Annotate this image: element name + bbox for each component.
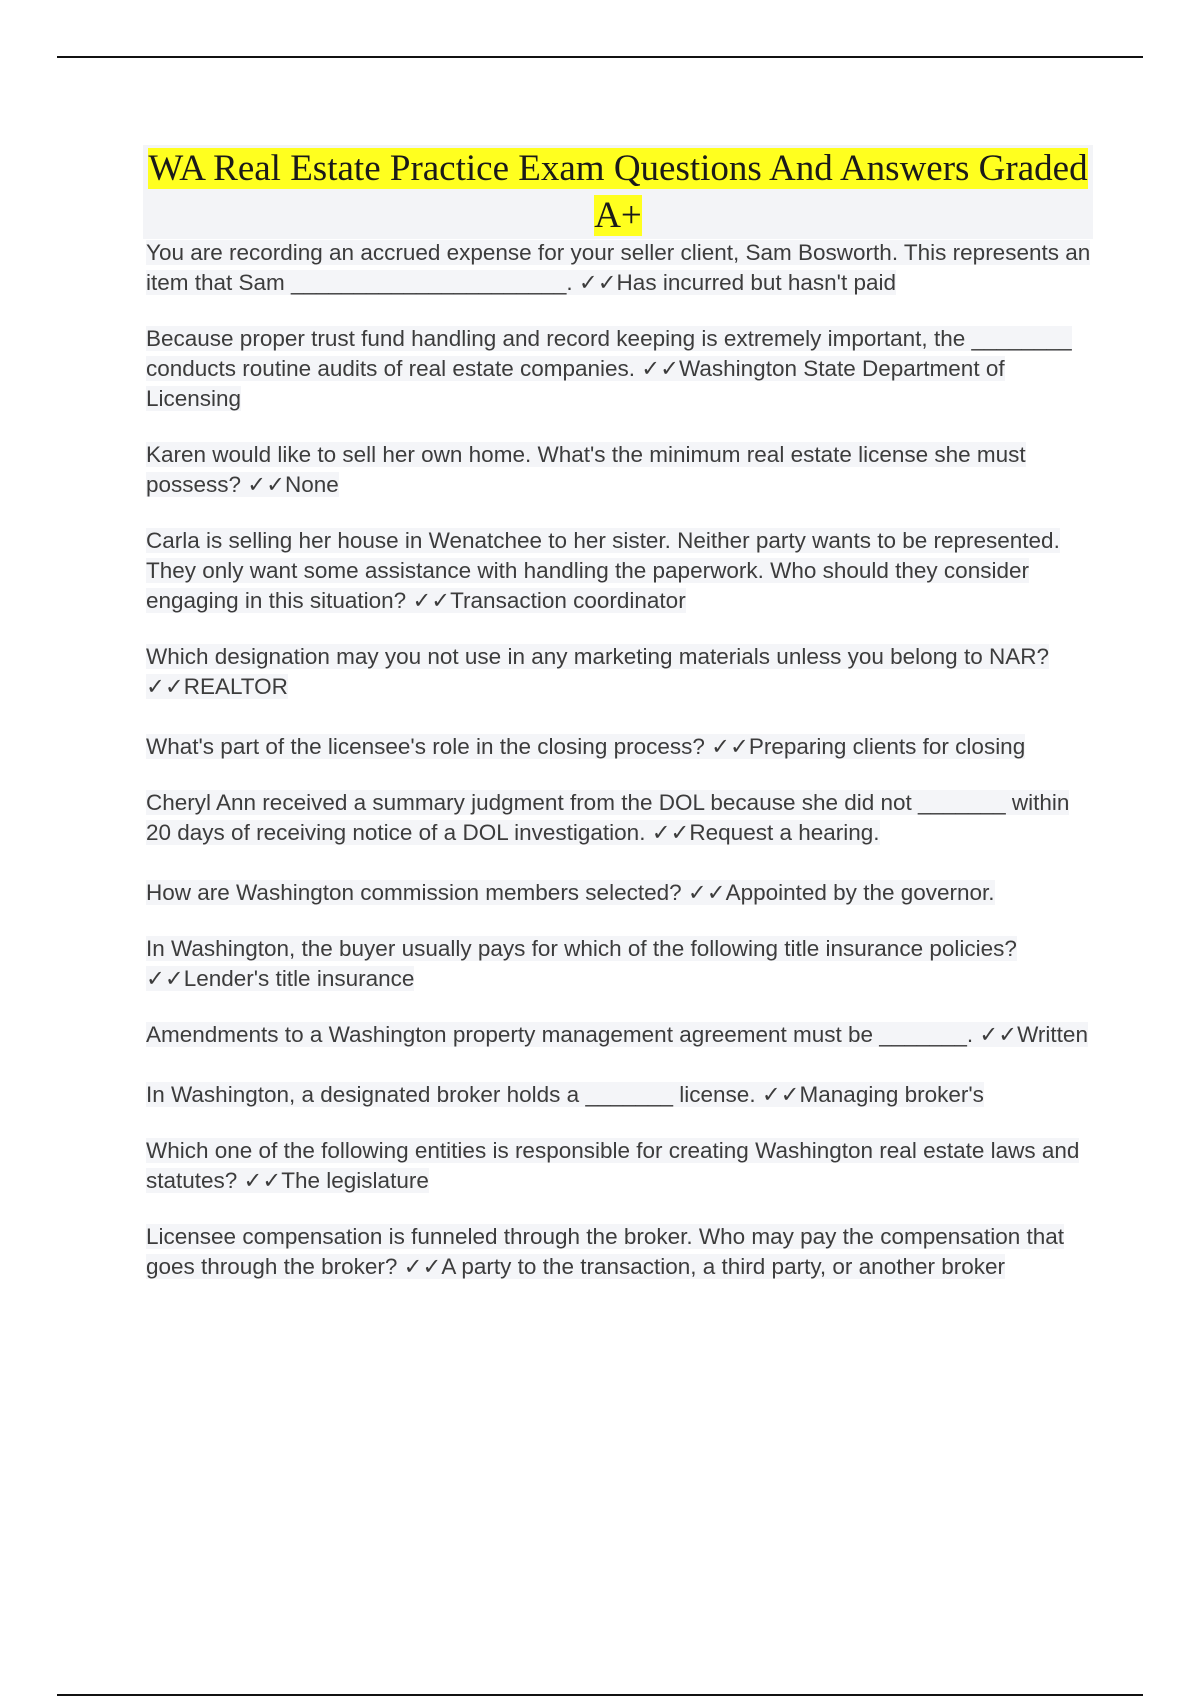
qa-text: You are recording an accrued expense for your seller client, Sam Bosworth. This represents an item that Sam ______________________. ✓✓Has incurred but hasn't paid <box>146 240 1091 295</box>
qa-text: How are Washington commission members selected? ✓✓Appointed by the governor. <box>146 880 995 905</box>
qa-item <box>146 1222 1096 1282</box>
qa-item <box>146 238 1096 298</box>
qa-text: Which one of the following entities is responsible for creating Washington real estate laws and statutes? ✓✓The legislature <box>146 1138 1080 1193</box>
qa-text: Carla is selling her house in Wenatchee to her sister. Neither party wants to be represented. They only want some assistance with handling the paperwork. Who should they consider engaging in this situation? ✓✓Transaction coordinator <box>146 528 1060 613</box>
qa-text: Because proper trust fund handling and record keeping is extremely important, the ________ conducts routine audits of real estate companies. ✓✓Washington State Department of Licensing <box>146 326 1072 411</box>
qa-text: Karen would like to sell her own home. What's the minimum real estate license she must possess? ✓✓None <box>146 442 1026 497</box>
qa-list <box>146 238 1096 1308</box>
qa-item <box>146 526 1096 616</box>
qa-item <box>146 642 1096 702</box>
qa-item <box>146 1080 1096 1110</box>
qa-item <box>146 324 1096 414</box>
qa-text: Which designation may you not use in any marketing materials unless you belong to NAR? ✓✓REALTOR <box>146 644 1049 699</box>
qa-item <box>146 1136 1096 1196</box>
header-rule <box>57 56 1143 58</box>
qa-item <box>146 788 1096 848</box>
qa-item <box>146 440 1096 500</box>
qa-text: In Washington, the buyer usually pays for which of the following title insurance policies? ✓✓Lender's title insurance <box>146 936 1017 991</box>
qa-item <box>146 1020 1096 1050</box>
qa-item <box>146 878 1096 908</box>
qa-text: Cheryl Ann received a summary judgment from the DOL because she did not _______ within 20 days of receiving notice of a DOL investigation. ✓✓Request a hearing. <box>146 790 1070 845</box>
qa-text: Licensee compensation is funneled through the broker. Who may pay the compensation that goes through the broker? ✓✓A party to the transaction, a third party, or another broker <box>146 1224 1065 1279</box>
qa-text: Amendments to a Washington property management agreement must be _______. ✓✓Written <box>146 1022 1088 1047</box>
document-title: WA Real Estate Practice Exam Questions And Answers Graded A+ <box>148 148 1088 236</box>
qa-text: In Washington, a designated broker holds a _______ license. ✓✓Managing broker's <box>146 1082 984 1107</box>
qa-item <box>146 732 1096 762</box>
qa-item <box>146 934 1096 994</box>
title-block <box>143 145 1093 239</box>
footer-rule <box>57 1694 1143 1696</box>
qa-text: What's part of the licensee's role in the closing process? ✓✓Preparing clients for closing <box>146 734 1026 759</box>
